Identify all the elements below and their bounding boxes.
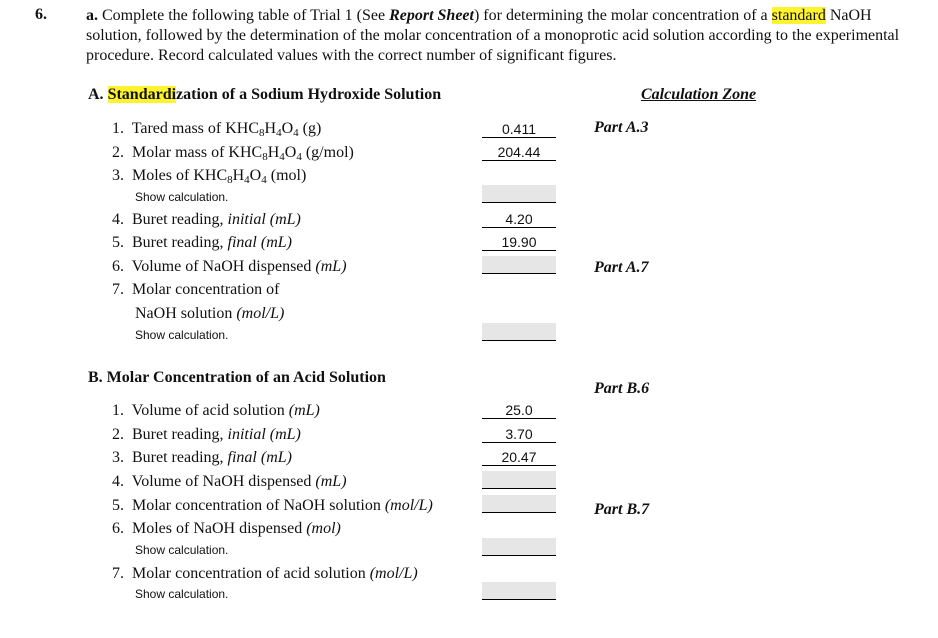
section-a-prefix: A. — [88, 86, 108, 103]
part-b7-label: Part B.7 — [594, 501, 650, 518]
a-answer-2[interactable]: 204.44 — [482, 143, 556, 161]
a-item-6: 6. Volume of NaOH dispensed (mL) — [112, 258, 347, 275]
a-show-calc-2: Show calculation. — [135, 328, 229, 342]
a-item-1: 1. Tared mass of $KHC_8H_4O_4$ (g) — [112, 120, 322, 139]
a-item-5: 5. Buret reading, final (mL) — [112, 234, 292, 251]
a-answer-4[interactable]: 4.20 — [482, 210, 556, 228]
b-item-1: 1. Volume of acid solution (mL) — [112, 402, 320, 419]
part-a7-label: Part A.7 — [594, 259, 649, 276]
b-answer-3[interactable]: 20.47 — [482, 448, 556, 466]
b-item-6: 6. Moles of NaOH dispensed (mol) — [112, 520, 341, 537]
intro-text-1: Complete the following table of Trial 1 (See — [102, 7, 390, 24]
question-number: 6. — [35, 6, 47, 23]
question-part-letter: a. — [86, 7, 98, 24]
a-item-2: 2. Molar mass of $KHC_8H_4O_4$ (g/mol) — [112, 144, 354, 163]
b-item-2: 2. Buret reading, initial (mL) — [112, 426, 301, 443]
question-intro — [86, 6, 916, 66]
a-item-4: 4. Buret reading, initial (mL) — [112, 211, 301, 228]
a-answer-1[interactable]: 0.411 — [482, 120, 556, 138]
b-show-calc-2: Show calculation. — [135, 587, 229, 601]
a-show-calc-1: Show calculation. — [135, 190, 229, 204]
b-item-4: 4. Volume of NaOH dispensed (mL) — [112, 473, 347, 490]
a-answer-5[interactable]: 19.90 — [482, 233, 556, 251]
section-a-highlight: Standardi — [107, 86, 177, 103]
a-item-7-line2: NaOH solution (mol/L) — [135, 305, 285, 322]
a-answer-6[interactable] — [482, 256, 556, 274]
section-b-title: B. Molar Concentration of an Acid Solution — [88, 369, 386, 386]
calculation-zone-title: Calculation Zone — [641, 86, 757, 103]
b-answer-4[interactable] — [482, 471, 556, 489]
a-item-7: 7. Molar concentration of — [112, 281, 280, 298]
intro-highlight-standard: standard — [771, 7, 826, 24]
a-answer-7[interactable] — [482, 323, 556, 341]
part-a3-label: Part A.3 — [594, 119, 649, 136]
b-item-3: 3. Buret reading, final (mL) — [112, 449, 292, 466]
intro-text-2: ) for determining the molar concentration of a — [473, 7, 772, 24]
intro-report-sheet: Report Sheet — [389, 7, 474, 24]
b-show-calc-1: Show calculation. — [135, 543, 229, 557]
intro-text-3: NaOH solution, followed by the determination of the molar concentration of a monoprotic acid solution according to the experimental procedure. Record calculated values with the correct number of significant figures. — [86, 7, 900, 64]
b-answer-2[interactable]: 3.70 — [482, 425, 556, 443]
b-item-5: 5. Molar concentration of NaOH solution (mol/L) — [112, 497, 433, 514]
a-answer-3[interactable] — [482, 185, 556, 203]
b-answer-6[interactable] — [482, 538, 556, 556]
b-answer-5[interactable] — [482, 495, 556, 513]
b-answer-7[interactable] — [482, 582, 556, 600]
part-b6-label: Part B.6 — [594, 380, 650, 397]
section-a-rest: zation of a Sodium Hydroxide Solution — [176, 86, 442, 103]
b-item-7: 7. Molar concentration of acid solution (mol/L) — [112, 565, 418, 582]
b-answer-1[interactable]: 25.0 — [482, 401, 556, 419]
a-item-3: 3. Moles of $KHC_8H_4O_4$ (mol) — [112, 167, 307, 186]
section-a-title — [88, 86, 441, 104]
